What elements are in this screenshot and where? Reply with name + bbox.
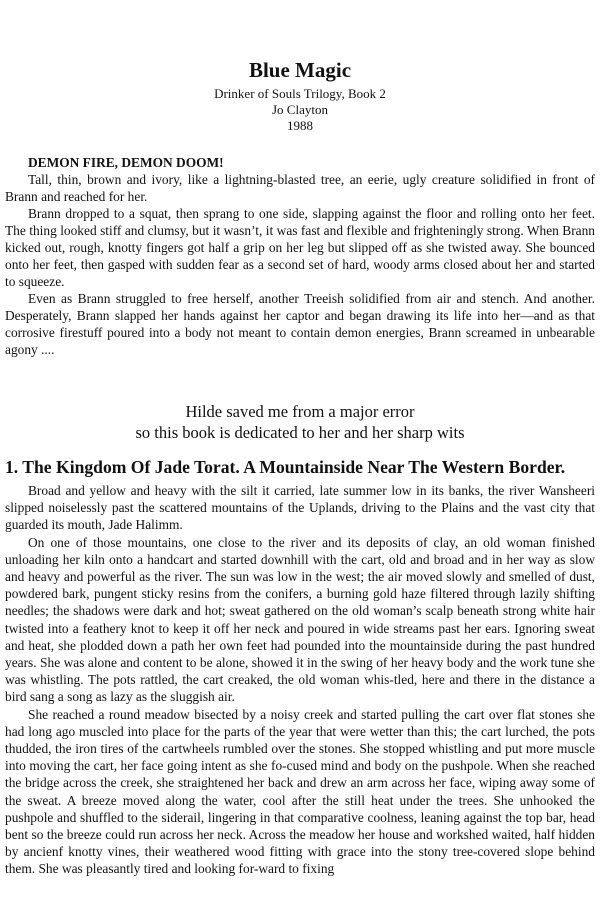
chapter-body	[5, 482, 595, 878]
book-author: Jo Clayton	[272, 102, 328, 117]
blurb-paragraph: Even as Brann struggled to free herself, another Treeish solidified from air and stench. And another. Desperately, Brann slapped her hands against her captor and began drawing its life into her—and as that corrosive firestuff poured into a body not meant to contain demon energies, Brann screamed in unbearable agony ....	[5, 291, 595, 357]
blurb-paragraph: Tall, thin, brown and ivory, like a lightning-blasted tree, an eerie, ugly creature solidified in front of Brann and reached for her.	[5, 172, 595, 204]
dedication	[0, 401, 600, 443]
dedication-line: so this book is dedicated to her and her sharp wits	[135, 423, 465, 442]
blurb-heading: DEMON FIRE, DEMON DOOM!	[28, 155, 224, 170]
blurb-paragraph: Brann dropped to a squat, then sprang to one side, slapping against the floor and rolling onto her feet. The thing looked stiff and clumsy, but it wasn’t, it was fast and flexible and frighteningly strong. When Brann kicked out, rough, knotty fingers got half a grip on her leg but slipped off as she twisted away. She bounced onto her feet, then gasped with sudden fear as a second set of hard, woody arms closed about her and started to squeeze.	[5, 206, 595, 289]
book-year: 1988	[287, 118, 313, 133]
chapter-paragraph: She reached a round meadow bisected by a noisy creek and started pulling the cart over flat stones she had long ago muscled into place for the parts of the year that were wetter than this; the cart lurched, the pots thudded, the iron tires of the cartwheels rumbled over the stones. She stopped whistling and put more muscle into moving the cart, her face going intent as she fo-cused mind and body on the pushpole. When she reached the bridge across the creek, she straightened her back and drew an arm across her face, wiping away some of the sweat. A breeze moved along the water, cool after the still heat under the trees. She unhooked the pushpole and shuffled to the siderail, lingering in that comparative coolness, leaning against the top bar, head bent so the breeze could run across her neck. Across the meadow her house and workshed waited, half hidden by ancienf knotty vines, their weathered wood fitting with grace into the stony tree-covered slope behind them. She was pleasantly tired and looking for-ward to fixing	[5, 706, 595, 877]
chapter-title: 1. The Kingdom Of Jade Torat. A Mountainside Near The Western Border.	[5, 457, 566, 477]
book-series: Drinker of Souls Trilogy, Book 2	[214, 86, 386, 101]
dedication-line: Hilde saved me from a major error	[185, 402, 415, 421]
chapter-paragraph: Broad and yellow and heavy with the silt it carried, late summer low in its banks, the river Wansheeri slipped noiselessly past the scattered mountains of the Uplands, driving to the Plains and the vast city that guarded its mouth, Jade Halimm.	[5, 483, 595, 533]
chapter-paragraph: On one of those mountains, one close to the river and its deposits of clay, an old woman finished unloading her kiln onto a handcart and started downhill with the cart, old and broad and in her way as slow and heavy and powerful as the river. The sun was low in the west; the air moved slowly and smelled of dust, powdered bark, pungent sticky resins from the conifers, a burning gold haze filtered through lazily shifting needles; the shadows were dark and hot; sweat gathered on the old woman’s scalp beneath strong white hair twisted into a feathery knot to keep it off her neck and poured in wide streams past her ears. Ignoring sweat and heat, she plodded down a path her own feet had pounded into the mountainside during the past hundred years. She was alone and content to be alone, showed it in the swing of her heavy body and the work tune she was whistling. The pots rattled, the cart creaked, the old woman whis-tled, here and there in the distance a bird sang a song as lazy as the sluggish air.	[5, 534, 595, 705]
blurb-section	[5, 154, 595, 358]
book-title: Blue Magic	[248, 58, 352, 82]
